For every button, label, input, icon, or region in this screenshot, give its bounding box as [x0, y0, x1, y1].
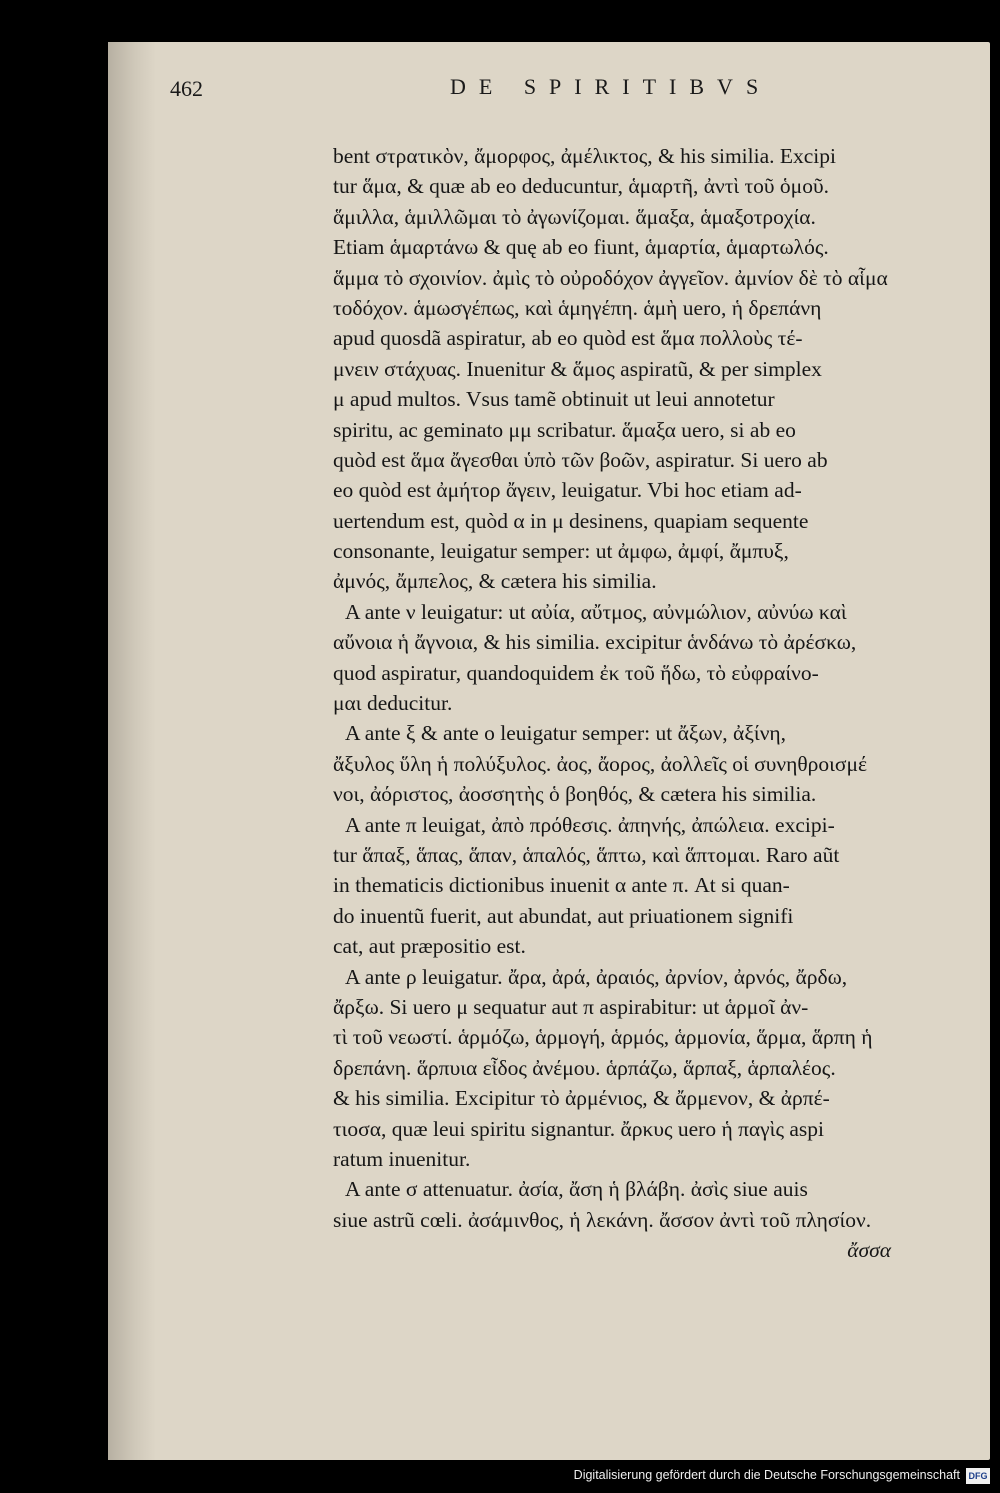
text-line: uertendum est, quòd α in μ desinens, quapiam sequente — [333, 508, 809, 533]
text-line: A ante ξ & ante ο leuigatur semper: ut ἄξων, ἀξίνη, — [345, 721, 787, 746]
text-line: τοδόχον. ἁμωσγέπως, καὶ ἁμηγέπη. ἁμὴ uero, ἡ δρεπάνη — [333, 295, 822, 320]
text-line: consonante, leuigatur semper: ut ἀμφω, ἀμφί, ἄμπυξ, — [333, 539, 789, 564]
text-line: A ante ρ leuigatur. ἄρα, ἀρά, ἀραιός, ἀρνίον, ἀρνός, ἄρδω, — [345, 964, 848, 989]
text-line: apud quosdã aspiratur, ab eo quòd est ἅμα πολλοὺς τέ- — [333, 326, 803, 351]
text-line: eo quòd est ἀμήτορ ἄγειν, leuigatur. Vbi hoc etiam ad- — [333, 478, 802, 503]
text-line: νοι, ἀόριστος, ἀοσσητὴς ὁ βοηθός, & cætera his similia. — [333, 782, 817, 807]
text-line: quòd est ἅμα ἄγεσθαι ὑπὸ τῶν βοῶν, aspiratur. Si uero ab — [333, 447, 828, 472]
dfg-logo-icon: DFG — [966, 1468, 990, 1484]
text-line: bent στρατικὸν, ἄμορφος, ἀμέλικτος, & his similia. Excipi — [333, 144, 837, 168]
text-line: A ante π leuigat, ἀπὸ πρόθεσις. ἀπηνής, ἀπώλεια. excipi- — [345, 812, 835, 837]
text-line: ἄρξω. Si uero μ sequatur aut π aspirabitur: ut ἁρμοῖ ἀν- — [333, 994, 809, 1019]
text-line: in thematicis dictionibus inuenit α ante π. At si quan- — [333, 873, 790, 898]
text-line: μ apud multos. Vsus tamẽ obtinuit ut leui annotetur — [333, 387, 775, 412]
page-number: 462 — [170, 76, 203, 101]
text-line: ἅμιλλα, ἁμιλλῶμαι τὸ ἀγωνίζομαι. ἅμαξα, ἁμαξοτροχία. — [333, 204, 816, 229]
text-line: δρεπάνη. ἅρπυια εἶδος ἀνέμου. ἁρπάζω, ἅρπαξ, ἁρπαλέος. — [333, 1055, 836, 1080]
text-line: τὶ τοῦ νεωστί. ἁρμόζω, ἁρμογή, ἁρμός, ἁρμονία, ἅρμα, ἅρπη ἡ — [333, 1025, 873, 1050]
text-line: ratum inuenitur. — [333, 1146, 471, 1171]
text-line: ἄξυλος ὕλη ἡ πολύξυλος. ἀος, ἄορος, ἀολλεῖς οἱ συνηθροισμέ — [333, 751, 868, 776]
body-text — [333, 141, 895, 1265]
text-line: spiritu, ac geminato μμ scribatur. ἅμαξα uero, si ab eo — [333, 417, 796, 442]
text-line: tur ἅμα, & quæ ab eo deducuntur, ἁμαρτῆ, ἀντὶ τοῦ ὁμοῦ. — [333, 174, 829, 199]
text-line: μαι deducitur. — [333, 691, 453, 716]
text-line: ἅμμα τὸ σχοινίον. ἀμὶς τὸ οὐροδόχον ἀγγεῖον. ἀμνίον δὲ τὸ αἷμα — [333, 265, 888, 290]
catchword: ἄσσα — [847, 1238, 891, 1263]
text-line: & his similia. Excipitur τὸ ἀρμένιος, & ἄρμενον, & ἀρπέ- — [333, 1086, 830, 1111]
text-line: tur ἅπαξ, ἅπας, ἅπαν, ἁπαλός, ἅπτω, καὶ ἅπτομαι. Raro aũt — [333, 842, 840, 867]
text-line: A ante ν leuigatur: ut αὐία, αὔτμος, αὐνμώλιον, αὐνύω καὶ — [345, 599, 847, 624]
text-line: αὔνοια ἡ ἄγνοια, & his similia. excipitur ἁνδάνω τὸ ἀρέσκω, — [333, 630, 857, 655]
text-line: ἀμνός, ἄμπελος, & cætera his similia. — [333, 569, 657, 594]
text-line: do inuentũ fuerit, aut abundat, aut priuationem signifi — [333, 903, 794, 928]
page-header — [170, 70, 900, 110]
footer-credit: Digitalisierung gefördert durch die Deutsche Forschungsgemeinschaft — [573, 1468, 960, 1482]
text-line: cat, aut præpositio est. — [333, 934, 526, 959]
text-line: τιοσα, quæ leui spiritu signantur. ἄρκυς uero ἡ παγὶς aspi — [333, 1116, 824, 1141]
page-gutter-shadow — [108, 42, 156, 1460]
digitization-footer — [0, 1464, 1000, 1493]
text-line: siue astrũ cœli. ἀσάμινθος, ἡ λεκάνη. ἄσσον ἀντὶ τοῦ πλησίον. — [333, 1207, 872, 1232]
running-title: DE SPIRITIBVS — [450, 74, 772, 99]
text-line: Etiam ἁμαρτάνω & quę ab eo fiunt, ἁμαρτία, ἁμαρτωλός. — [333, 235, 829, 260]
text-line: quod aspiratur, quandoquidem ἐκ τοῦ ἥδω, τὸ εὐφραίνο- — [333, 660, 819, 685]
text-line: A ante σ attenuatur. ἀσία, ἄση ἡ βλάβη. ἀσὶς siue auis — [345, 1177, 808, 1202]
text-line: μνειν στάχυας. Inuenitur & ἅμος aspiratũ, & per simplex — [333, 356, 822, 381]
